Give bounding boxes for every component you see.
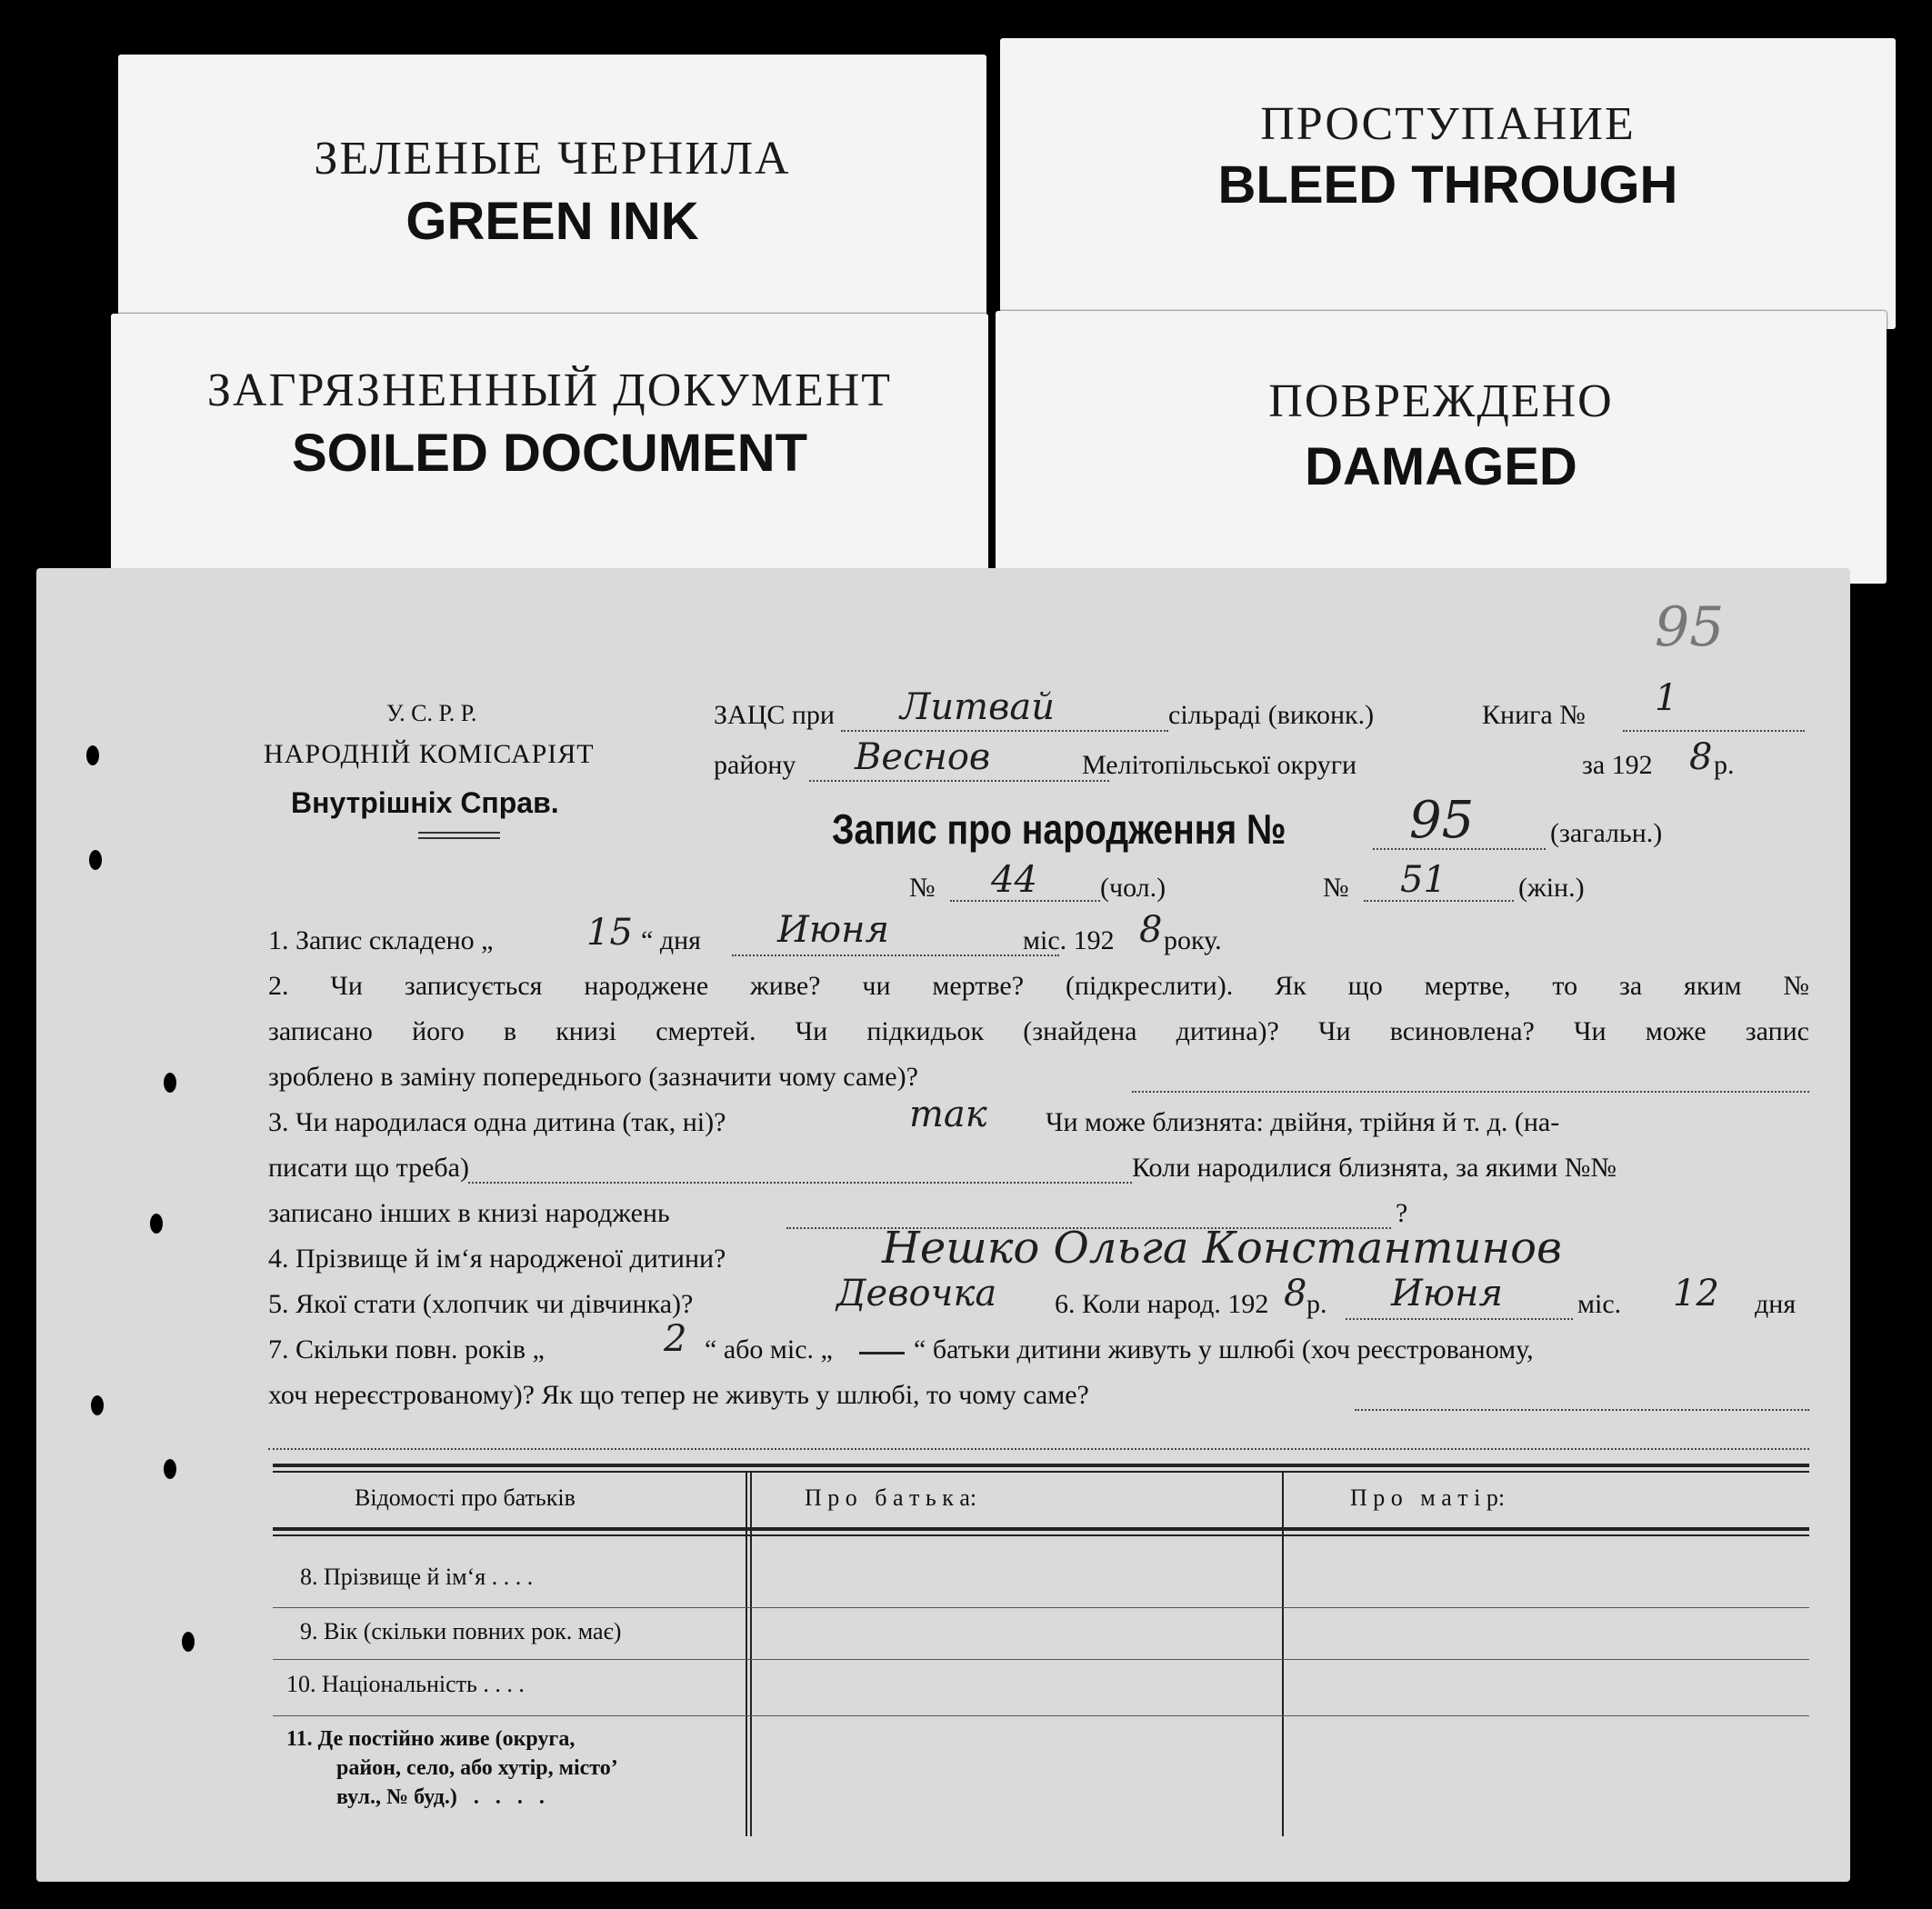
form-title: Запис про народження № — [832, 805, 1286, 853]
table-rule — [273, 1534, 1809, 1536]
q3-other-text: записано інших в книзі народжень — [268, 1198, 670, 1228]
table-rule — [273, 1659, 1809, 1660]
q1-month-line — [732, 954, 1059, 956]
q6-month: Июня — [1391, 1273, 1503, 1314]
q7-line-2 — [268, 1448, 1809, 1450]
male-no-value: 44 — [991, 859, 1037, 901]
book-label: Книга № — [1482, 700, 1586, 730]
q3-line — [468, 1182, 1132, 1184]
table-col-rule — [1282, 1473, 1284, 1836]
divider — [418, 832, 500, 839]
male-no-label: № — [909, 873, 936, 903]
card-title-ru: ПОВРЕЖДЕНО — [1268, 375, 1614, 427]
q7-months-label: “ або міс. „ — [705, 1334, 833, 1364]
q1-day-suffix: “ дня — [641, 925, 701, 955]
q7-text-cont: хоч нереєстрованому)? Як що тепер не живуть у шлюбі, то чому саме? — [268, 1380, 1089, 1410]
q6-year-suffix: р. — [1306, 1289, 1327, 1319]
q1-year: 8 — [1139, 909, 1163, 951]
binder-hole — [164, 1073, 176, 1093]
q3-text-cont: писати що треба) — [268, 1153, 469, 1183]
card-title-en: GREEN INK — [405, 192, 699, 251]
q6-year: 8 — [1284, 1273, 1307, 1314]
table-col-rule — [750, 1473, 752, 1836]
col-header-mother: П р о м а т і р: — [1350, 1484, 1506, 1511]
male-suffix: (чол.) — [1100, 873, 1166, 903]
rayon-value: Веснов — [855, 736, 991, 778]
zags-label: ЗАЦС при — [714, 700, 835, 730]
silradi-label: сільраді (виконк.) — [1168, 700, 1375, 730]
book-line — [1623, 730, 1805, 732]
q3-qmark: ? — [1396, 1198, 1408, 1228]
q3-value: так — [909, 1094, 987, 1135]
card-title-ru: ЗЕЛЕНЫЕ ЧЕРНИЛА — [314, 133, 791, 185]
book-value: 1 — [1655, 677, 1678, 719]
q3-twins-text: Коли народилися близнята, за якими №№ — [1132, 1153, 1617, 1183]
department-label: Внутрішніх Справ. — [291, 786, 559, 819]
binder-hole — [89, 850, 102, 870]
q1-label: 1. Запис складено „ — [268, 925, 494, 955]
female-no-label: № — [1323, 873, 1349, 903]
q6-day-suffix: дня — [1755, 1289, 1797, 1319]
q4-label: 4. Прізвище й ім‘я народженої дитини? — [268, 1244, 726, 1274]
page-number: 95 — [1655, 595, 1725, 659]
rayon-line — [809, 780, 1109, 782]
year-suffix: р. — [1714, 750, 1735, 780]
label-card-damaged — [996, 311, 1887, 584]
birth-record-form — [36, 568, 1850, 1882]
q1-year-label: міс. 192 — [1023, 925, 1115, 955]
card-title-en: SOILED DOCUMENT — [291, 424, 808, 483]
q5-label: 5. Якої стати (хлопчик чи дівчинка)? — [268, 1289, 694, 1319]
female-no-value: 51 — [1400, 859, 1446, 901]
year-label: за 192 — [1582, 750, 1653, 780]
general-suffix: (загальн.) — [1550, 818, 1663, 848]
label-card-green-ink — [118, 55, 986, 327]
rayon-label: району — [714, 750, 796, 780]
q6-month-suffix: міс. — [1577, 1289, 1622, 1319]
commissariat-label: НАРОДНІЙ КОМІСАРІЯТ — [264, 739, 595, 769]
binder-hole — [164, 1459, 176, 1479]
zags-line — [841, 730, 1168, 732]
general-number: 95 — [1409, 791, 1475, 850]
q7-label: 7. Скільки повн. років „ — [268, 1334, 545, 1364]
card-title-ru: ЗАГРЯЗНЕННЫЙ ДОКУМЕНТ — [206, 365, 893, 416]
table-rule — [273, 1527, 1809, 1531]
col-header-info: Відомості про батьків — [355, 1484, 576, 1511]
row-label-cont: район, село, або хутір, місто’ — [336, 1756, 618, 1780]
binder-hole — [182, 1632, 195, 1652]
q1-day: 15 — [586, 912, 633, 954]
row-label: 9. Вік (скільки повних рок. має) — [300, 1618, 622, 1644]
q6-day: 12 — [1673, 1273, 1719, 1314]
republic-label: У. С. Р. Р. — [386, 700, 477, 726]
table-rule — [273, 1471, 1809, 1473]
q6-label: 6. Коли народ. 192 — [1055, 1289, 1269, 1319]
binder-hole — [86, 745, 99, 765]
child-name: Нешко Ольга Константинов — [882, 1223, 1562, 1274]
label-card-soiled-document — [111, 314, 988, 586]
row-label: 10. Національність . . . . — [286, 1671, 525, 1697]
binder-hole — [150, 1214, 163, 1234]
col-header-father: П р о б а т ь к а: — [805, 1484, 977, 1511]
card-title-en: DAMAGED — [1305, 437, 1577, 496]
q3-label: 3. Чи народилася одна дитина (так, ні)? — [268, 1107, 726, 1137]
card-title-ru: ПРОСТУПАНИЕ — [1260, 98, 1636, 150]
female-suffix: (жін.) — [1518, 873, 1585, 903]
row-label-cont: вул., № буд.) . . . . — [336, 1785, 545, 1809]
child-sex: Девочка — [836, 1273, 997, 1314]
q7-line — [1355, 1409, 1809, 1411]
q2-text-cont: записано його в книзі смертей. Чи підкидьок (знайдена дитина)? Чи всиновлена? Чи може запис — [268, 1016, 1809, 1046]
card-title-en: BLEED THROUGH — [1217, 155, 1678, 215]
table-rule — [273, 1464, 1809, 1467]
q3-text: Чи може близнята: двійня, трійня й т. д. (на- — [1046, 1107, 1560, 1137]
year-digit: 8 — [1689, 736, 1713, 778]
q7-years: 2 — [664, 1318, 687, 1360]
table-col-rule — [746, 1473, 747, 1836]
q6-month-line — [1346, 1318, 1573, 1320]
binder-hole — [91, 1395, 104, 1415]
table-rule — [273, 1607, 1809, 1608]
q7-months-dash — [859, 1352, 905, 1354]
q2-text: 2. Чи записується народжене живе? чи мертве? (підкреслити). Як що мертве, то за яким № — [268, 971, 1809, 1001]
q2-line — [1132, 1091, 1809, 1093]
row-label: 11. Де постійно живе (округа, — [286, 1727, 576, 1751]
table-rule — [273, 1715, 1809, 1716]
q2-text-end: зроблено в заміну попереднього (зазначити чому саме)? — [268, 1062, 918, 1092]
q7-text: “ батьки дитини живуть у шлюбі (хоч реєстрованому, — [914, 1334, 1534, 1364]
q1-month: Июня — [777, 909, 889, 951]
label-card-bleed-through — [1000, 38, 1896, 329]
okruga-label: Мелітопільської округи — [1082, 750, 1357, 780]
row-label: 8. Прізвище й ім‘я . . . . — [300, 1564, 534, 1590]
q1-suffix: року. — [1164, 925, 1222, 955]
zags-value: Литвай — [900, 686, 1055, 728]
